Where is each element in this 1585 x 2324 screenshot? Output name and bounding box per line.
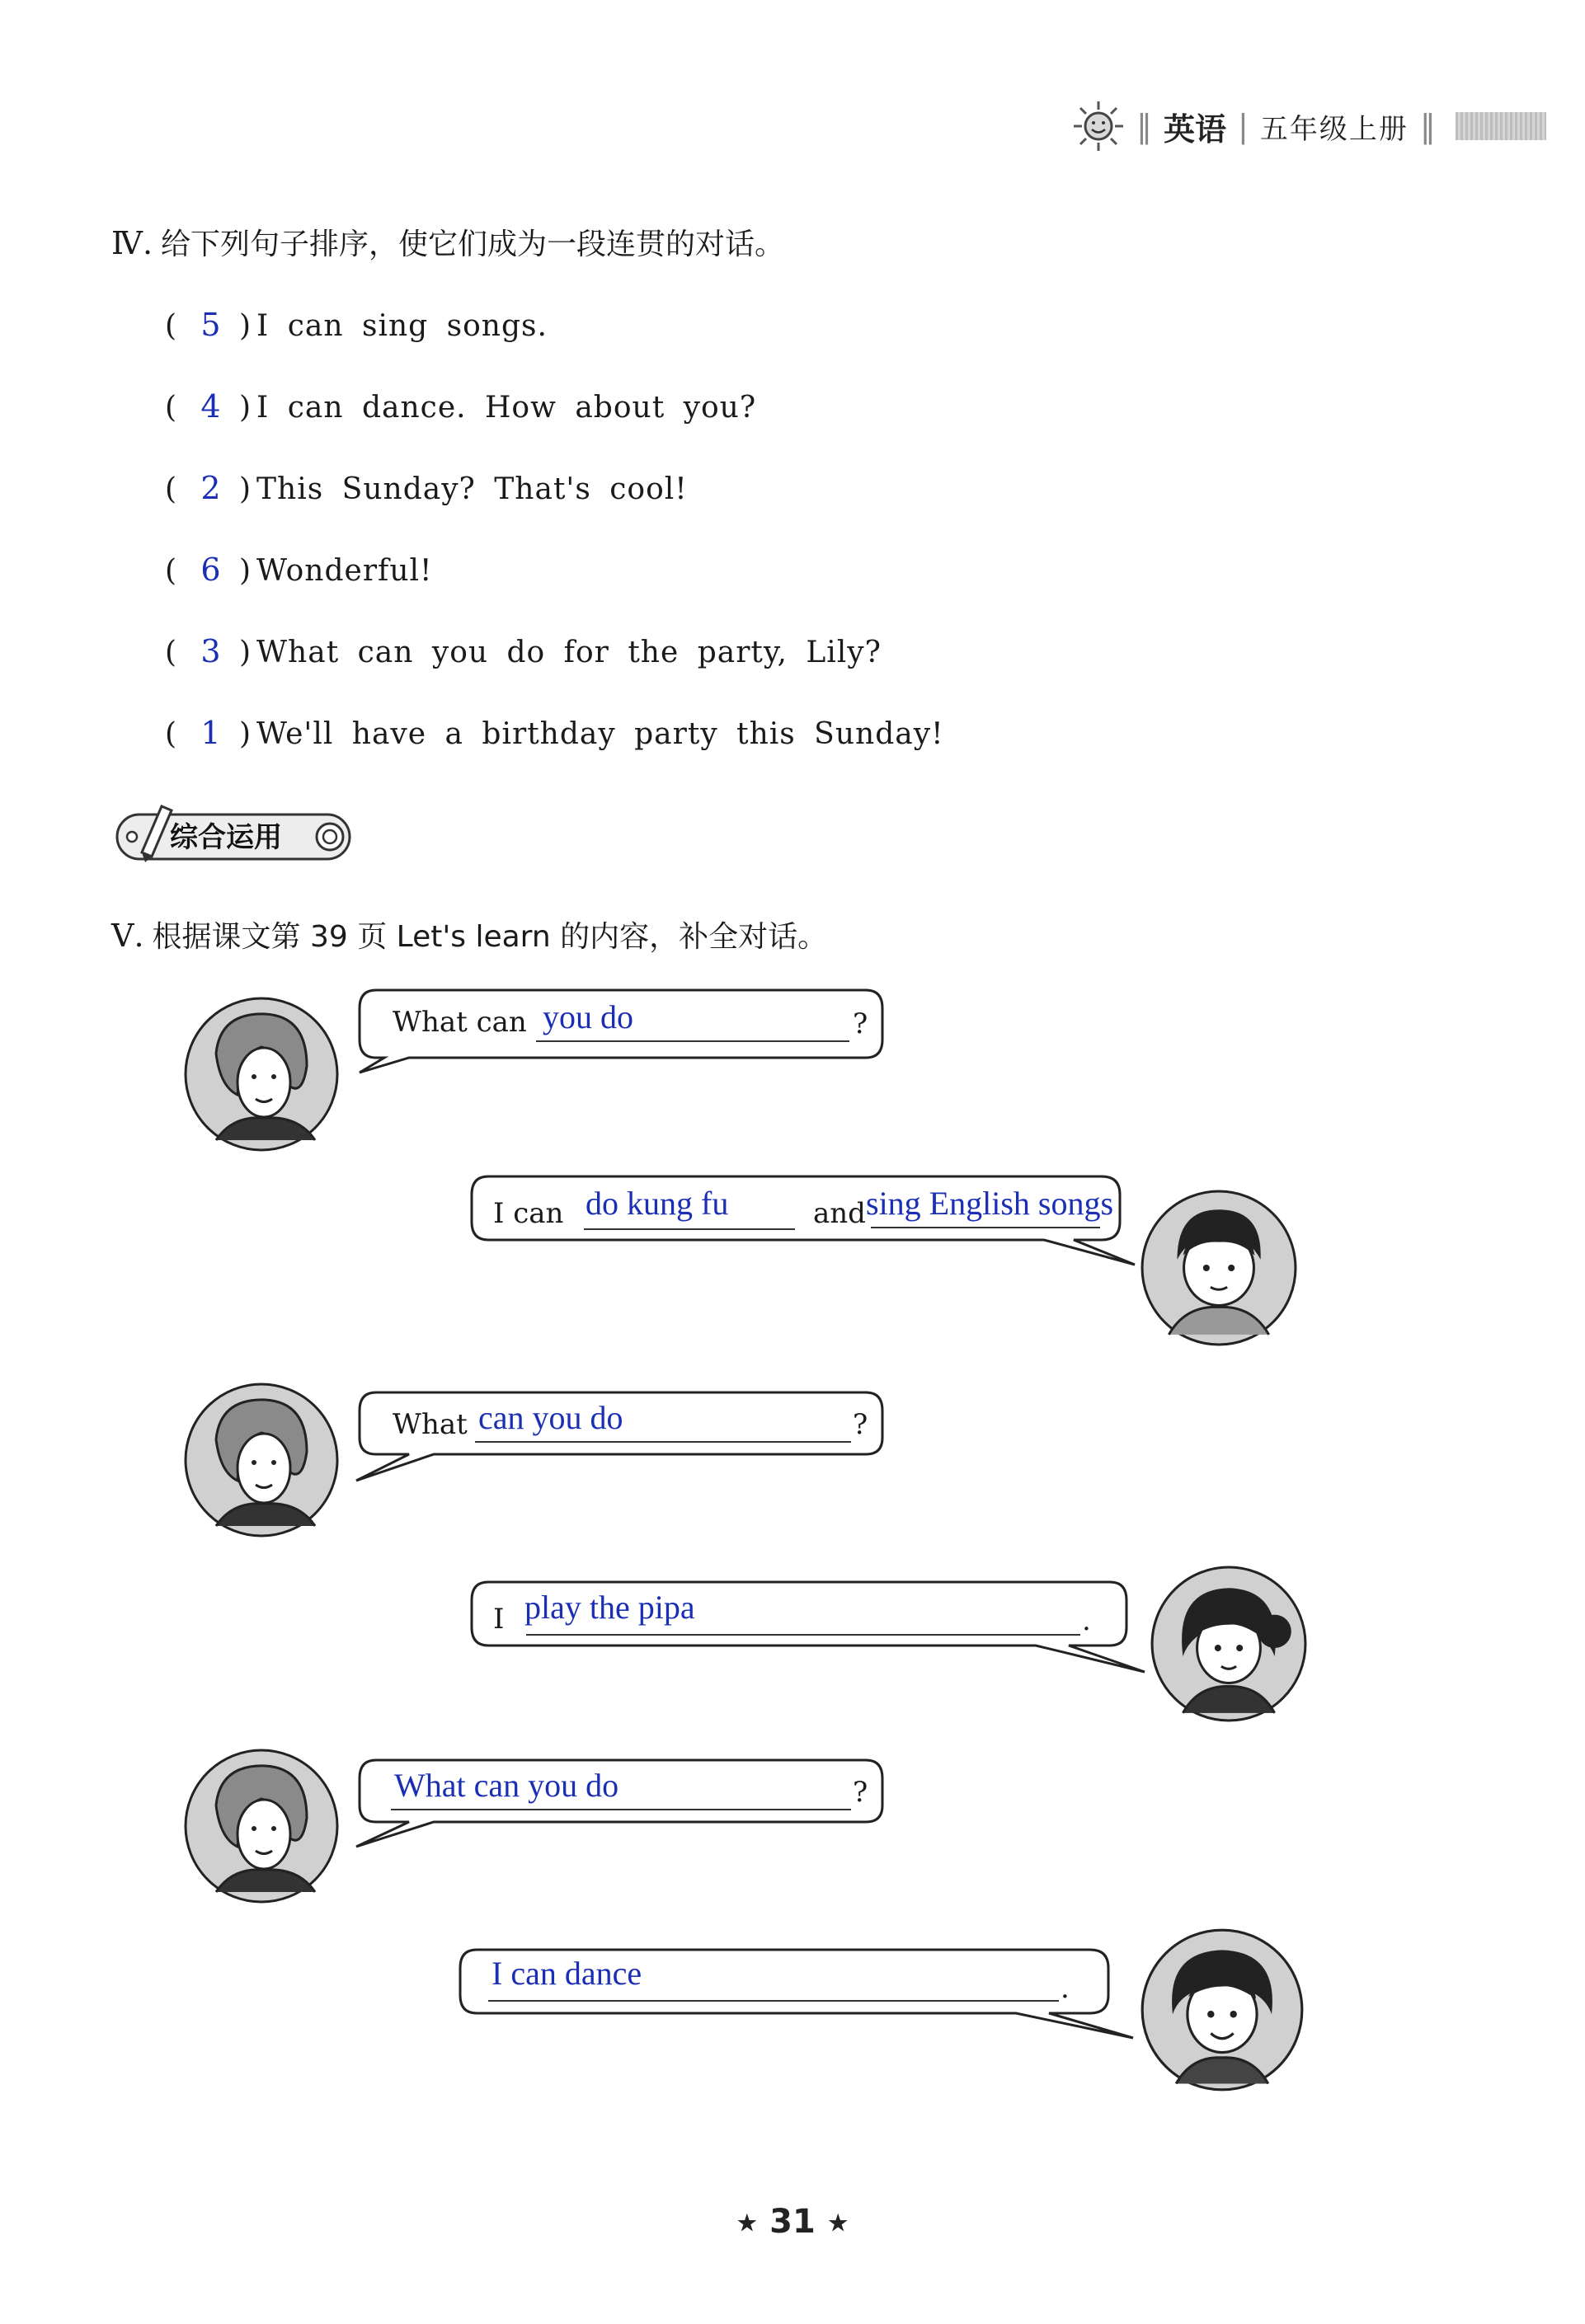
header-divider: ‖: [1136, 108, 1152, 144]
bubble-punct: ?: [853, 1007, 868, 1040]
bubble-text: I can: [493, 1197, 564, 1230]
ordering-item: [165, 633, 882, 669]
teacher-avatar: [183, 1382, 340, 1538]
item-sentence: I can sing songs.: [256, 309, 548, 343]
open-paren: (: [165, 309, 178, 343]
ordering-item: [165, 388, 756, 425]
page-number-text: 31: [769, 2203, 816, 2241]
section-badge: [114, 801, 353, 869]
close-paren: ): [239, 717, 252, 751]
ordering-item: [165, 552, 433, 588]
open-paren: (: [165, 472, 178, 506]
close-paren: ): [239, 472, 252, 506]
ordering-item: [165, 307, 548, 343]
close-paren: ): [239, 309, 252, 343]
section-4-title: [111, 221, 784, 263]
open-paren: (: [165, 717, 178, 751]
page-header: [1072, 97, 1546, 155]
ordering-item: [165, 470, 688, 506]
answer-blank[interactable]: [536, 1040, 849, 1042]
bubble-punct: .: [1061, 1972, 1070, 2005]
handwritten-answer: play the pipa: [524, 1589, 695, 1626]
star-icon: ★: [826, 2209, 849, 2238]
handwritten-answer: do kung fu: [586, 1185, 729, 1222]
order-answer[interactable]: 2: [200, 470, 222, 506]
section-instruction: 给下列句子排序，使它们成为一段连贯的对话。: [161, 228, 785, 261]
order-answer[interactable]: 1: [200, 715, 222, 751]
order-answer[interactable]: 6: [200, 552, 222, 588]
bubble-punct: ?: [853, 1776, 868, 1809]
item-sentence: What can you do for the party, Lily?: [256, 636, 882, 669]
answer-blank[interactable]: [475, 1441, 851, 1443]
order-answer[interactable]: 5: [200, 307, 222, 343]
ordering-item: [165, 715, 944, 751]
open-paren: (: [165, 554, 178, 588]
bubble-text: What can: [393, 1006, 527, 1039]
answer-blank[interactable]: [391, 1809, 851, 1810]
grade-label: 五年级上册: [1259, 112, 1409, 146]
close-paren: ): [239, 636, 252, 669]
item-sentence: I can dance. How about you?: [256, 391, 757, 425]
item-sentence: We'll have a birthday party this Sunday!: [256, 717, 944, 751]
item-sentence: Wonderful!: [256, 554, 433, 588]
handwritten-answer: I can dance: [491, 1955, 642, 1992]
teacher-avatar: [183, 1748, 340, 1904]
header-divider: ‖: [1419, 108, 1436, 144]
answer-blank[interactable]: [871, 1227, 1100, 1228]
answer-blank[interactable]: [526, 1634, 1080, 1636]
bubble-text: and: [813, 1197, 866, 1230]
header-divider: |: [1238, 108, 1249, 144]
section-5-title: [111, 913, 827, 955]
section-number: Ⅳ.: [111, 225, 153, 261]
open-paren: (: [165, 636, 178, 669]
item-sentence: This Sunday? That's cool!: [256, 472, 688, 506]
handwritten-answer: sing English songs: [866, 1185, 1114, 1222]
sun-icon: [1072, 100, 1125, 153]
handwritten-answer: you do: [543, 998, 633, 1035]
section-instruction: 根据课文第 39 页 Let's learn 的内容，补全对话。: [152, 920, 828, 954]
boy-avatar: [1140, 1189, 1298, 1347]
girl-avatar: [1150, 1565, 1308, 1723]
bubble-text: I: [493, 1603, 505, 1636]
bubble-text: What: [393, 1408, 468, 1441]
badge-label: 综合运用: [170, 821, 282, 854]
handwritten-answer: What can you do: [394, 1767, 619, 1804]
bubble-punct: .: [1082, 1604, 1091, 1637]
open-paren: (: [165, 391, 178, 425]
header-bar: [1456, 112, 1546, 140]
subject-label: 英语: [1164, 110, 1227, 148]
close-paren: ): [239, 554, 252, 588]
star-icon: ★: [736, 2209, 759, 2238]
section-number: Ⅴ.: [111, 918, 144, 954]
order-answer[interactable]: 3: [200, 633, 222, 669]
bubble-punct: ?: [853, 1408, 868, 1441]
page-number: [0, 2203, 1585, 2241]
answer-blank[interactable]: [584, 1228, 795, 1230]
close-paren: ): [239, 391, 252, 425]
girl-avatar: [1140, 1927, 1305, 2092]
teacher-avatar: [183, 996, 340, 1153]
order-answer[interactable]: 4: [200, 388, 222, 425]
handwritten-answer: can you do: [478, 1399, 623, 1436]
answer-blank[interactable]: [488, 2000, 1059, 2002]
